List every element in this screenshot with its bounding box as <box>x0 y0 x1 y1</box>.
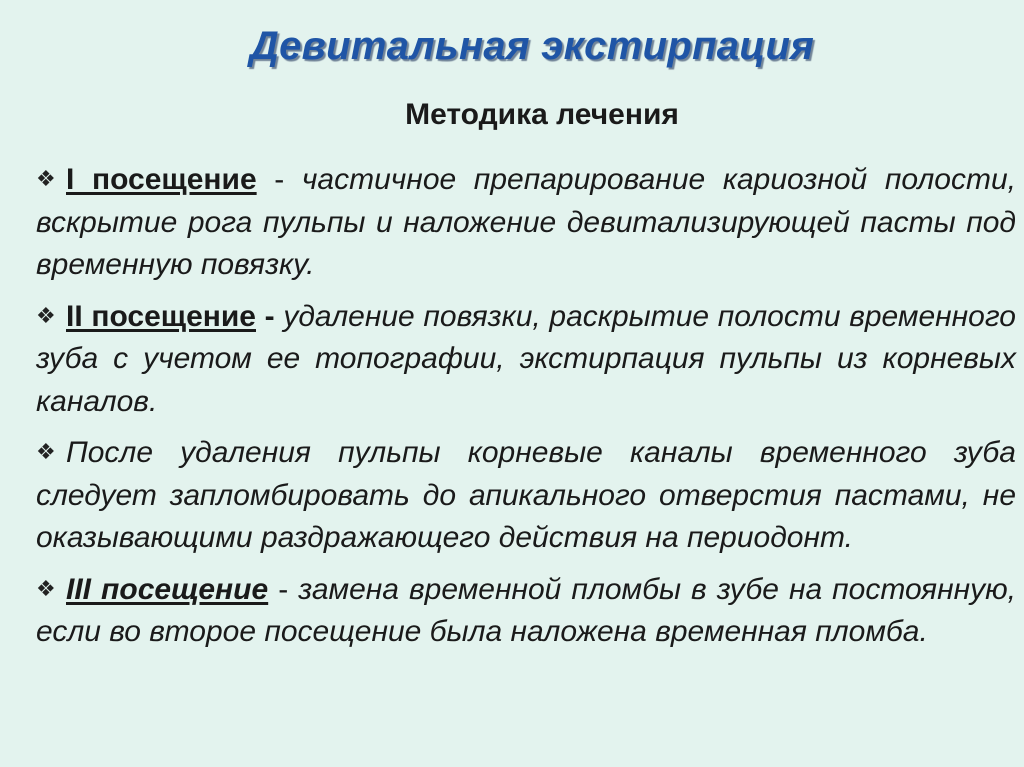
treatment-steps-list <box>36 158 1016 662</box>
diamond-bullet-icon: ❖ <box>36 166 56 191</box>
step-text: замена временной пломбы в зубе на постоянную, если во второе посещение была наложена временная пломба. <box>36 572 1016 648</box>
separator: - <box>256 299 284 333</box>
separator: - <box>256 163 302 196</box>
list-item-canal-filling <box>36 431 1016 560</box>
separator: - <box>268 572 299 606</box>
diamond-bullet-icon: ❖ <box>36 302 56 328</box>
step-text: удаление повязки, раскрытие полости временного зуба с учетом ее топографии, экстирпация пульпы из корневых каналов. <box>36 299 1016 418</box>
diamond-bullet-icon: ❖ <box>36 575 56 601</box>
list-item-visit-2 <box>36 295 1016 424</box>
list-item-visit-3 <box>36 568 1016 654</box>
diamond-bullet-icon: ❖ <box>36 439 56 464</box>
slide-title: Девитальная экстирпация <box>249 24 815 68</box>
visit-label: I посещение <box>66 163 257 196</box>
visit-label: II посещение <box>66 299 256 333</box>
step-text: частичное препарирование кариозной полости, вскрытие рога пульпы и наложение девитализирующей пасты под временную повязку. <box>36 163 1016 281</box>
list-item-visit-1 <box>36 158 1016 287</box>
visit-label: III посещение <box>66 572 269 606</box>
step-text: После удаления пульпы корневые каналы временного зуба следует запломбировать до апикального отверстия пастами, не оказывающими раздражающего действия на периодонт. <box>36 436 1016 554</box>
slide-subtitle: Методика лечения <box>405 98 679 131</box>
